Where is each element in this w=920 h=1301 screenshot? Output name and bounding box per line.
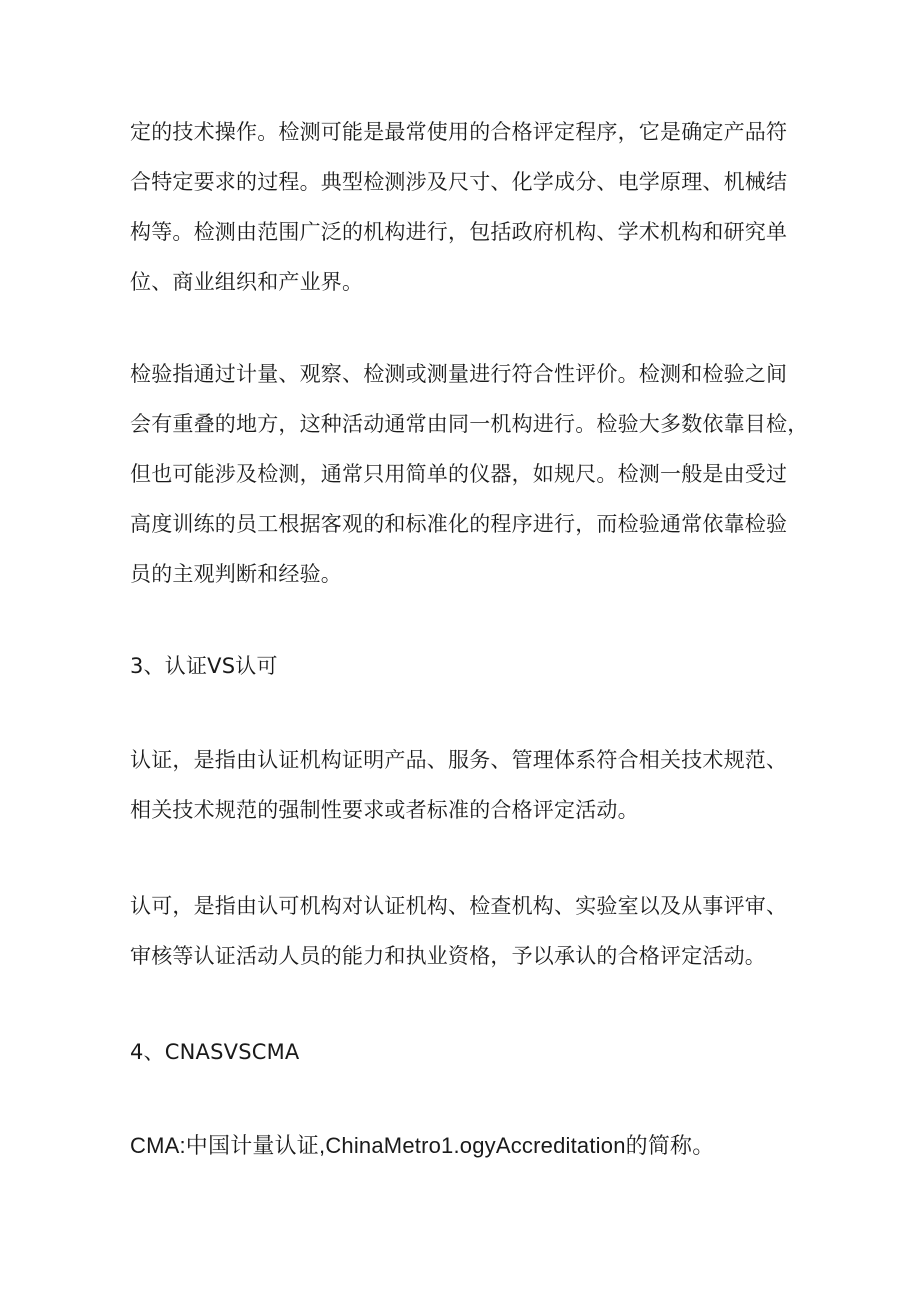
paragraph-3-line-1: 认证，是指由认证机构证明产品、服务、管理体系符合相关技术规范、 (130, 748, 788, 772)
section-heading-4: 4、CNASVSCMA (130, 1040, 300, 1064)
paragraph-1-line-3: 构等。检测由范围广泛的机构进行，包括政府机构、学术机构和研究单 (130, 220, 788, 244)
paragraph-2-line-4: 高度训练的员工根据客观的和标准化的程序进行，而检验通常依靠检验 (130, 512, 788, 536)
paragraph-1-line-1: 定的技术操作。检测可能是最常使用的合格评定程序，它是确定产品符 (130, 120, 788, 144)
section-heading-3: 3、认证VS认可 (130, 654, 278, 678)
paragraph-4-line-1: 认可，是指由认可机构对认证机构、检查机构、实验室以及从事评审、 (130, 894, 788, 918)
paragraph-5-line-1: CMA:中国计量认证,ChinaMetro1.ogyAccreditation的简称。 (130, 1133, 715, 1158)
paragraph-1-line-4: 位、商业组织和产业界。 (130, 270, 364, 294)
paragraph-2-line-3: 但也可能涉及检测，通常只用简单的仪器，如规尺。检测一般是由受过 (130, 462, 788, 486)
paragraph-3-line-2: 相关技术规范的强制性要求或者标准的合格评定活动。 (130, 798, 639, 822)
paragraph-1-line-2: 合特定要求的过程。典型检测涉及尺寸、化学成分、电学原理、机械结 (130, 170, 788, 194)
paragraph-4-line-2: 审核等认证活动人员的能力和执业资格，予以承认的合格评定活动。 (130, 944, 766, 968)
paragraph-2-line-2: 会有重叠的地方，这种活动通常由同一机构进行。检验大多数依靠目检， (130, 412, 809, 436)
paragraph-2-line-1: 检验指通过计量、观察、检测或测量进行符合性评价。检测和检验之间 (130, 362, 788, 386)
paragraph-2-line-5: 员的主观判断和经验。 (130, 562, 342, 586)
